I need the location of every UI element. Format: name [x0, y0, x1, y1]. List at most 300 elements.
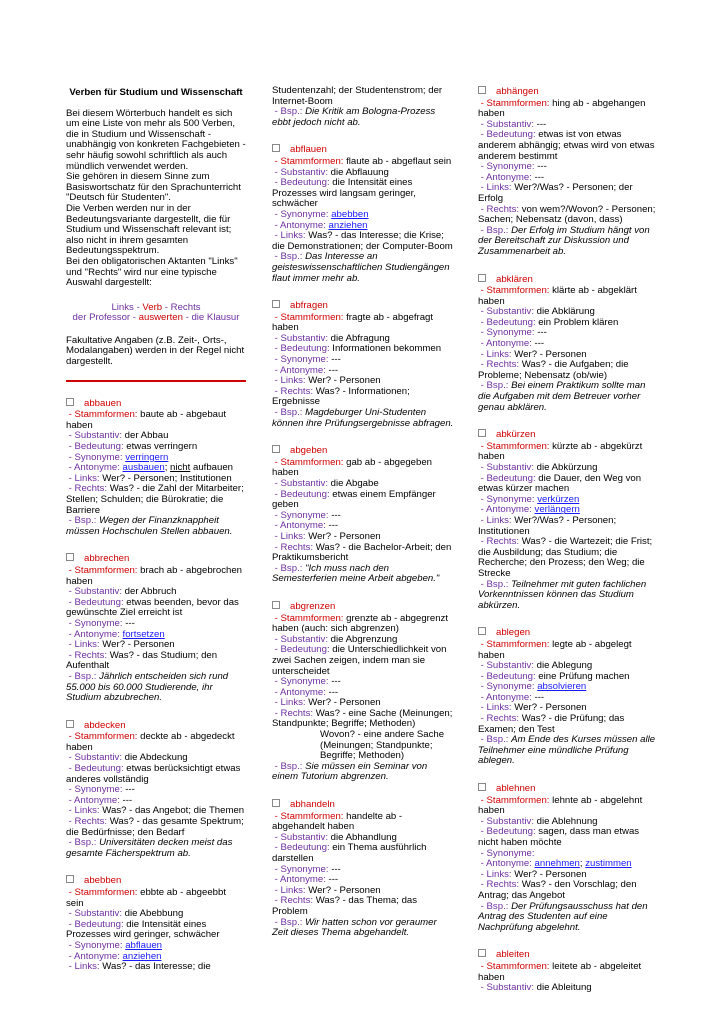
verb-headword: ablehnen	[496, 783, 536, 795]
antonyme-text: ---	[534, 171, 545, 183]
synonyme-text: ---	[331, 863, 341, 875]
verb-headword: abbrechen	[84, 553, 130, 565]
entry-heading	[478, 949, 660, 961]
example-line	[272, 564, 454, 585]
substantiv-text: die Abflauung	[330, 166, 389, 178]
sub-label: - Substantiv:	[274, 332, 328, 344]
example-text: Jährlich entscheiden sich rund 55.000 bis 60.000 Studierende, ihr Studium abzubrechen.	[66, 670, 229, 704]
bedeutung-text: die Unterschiedlichkeit von zwei Sachen zeigen, indem man sie unterscheidet	[272, 644, 447, 677]
ant-label: - Antonyme:	[68, 950, 120, 962]
links-label: - Links:	[480, 702, 512, 714]
syn-label: - Synonyme:	[480, 681, 535, 693]
antonyme-text: ---	[328, 364, 339, 376]
links-text: Wer? - Personen	[102, 639, 175, 651]
verb-headword: abgrenzen	[290, 600, 336, 612]
bed-label: - Bedeutung:	[480, 472, 536, 484]
substantiv-text: die Ablegung	[536, 660, 593, 672]
verb-headword: ableiten	[496, 949, 530, 961]
checkbox-icon	[66, 875, 74, 883]
example-text: Der Prüfungsausschuss hat den Antrag des Studenten auf eine Nachprüfung abgelehnt.	[478, 900, 648, 933]
example-line	[66, 516, 246, 537]
entry-heading	[478, 86, 660, 98]
verb-entry	[478, 949, 660, 993]
antonyme-text: ---	[122, 794, 133, 806]
links-line	[272, 231, 454, 252]
bed-label: - Bedeutung:	[68, 441, 124, 453]
checkbox-icon	[478, 783, 486, 791]
verb-entry	[272, 300, 454, 429]
bed-label: - Bedeutung:	[274, 644, 330, 656]
sub-label: - Substantiv:	[480, 660, 534, 672]
rechts-text: Was? - das Thema; das Problem	[272, 895, 418, 917]
syn-label: - Synonyme:	[68, 939, 123, 951]
substantiv-text: der Abbau	[124, 430, 169, 442]
synonyme-text: ---	[331, 509, 341, 521]
links-text: Was? - das Interesse; die	[102, 961, 211, 973]
verb-entry	[66, 553, 246, 703]
antonyme-text: ---	[328, 874, 339, 886]
ant-label: - Antonyme:	[68, 794, 120, 806]
links-label: - Links:	[68, 472, 100, 484]
bedeutung-line	[66, 920, 246, 941]
stammformen-text: baute ab - abgebaut haben	[66, 409, 227, 431]
sub-label: - Substantiv:	[480, 118, 534, 130]
links-text: Wer? - Personen	[308, 375, 381, 387]
checkbox-icon	[66, 398, 74, 406]
substantiv-text: die Abgrenzung	[330, 633, 398, 645]
verb-entry	[272, 601, 454, 783]
antonym-link: nicht	[170, 462, 191, 474]
entry-list	[272, 144, 454, 938]
links-label: - Links:	[68, 639, 100, 651]
example-line	[66, 672, 246, 704]
intro-paragraph: Sie gehören in diesem Sinne zum Basiswortschatz für den Sprachunterricht "Deutsch für Studenten".	[66, 171, 241, 204]
synonyme-text: ---	[125, 784, 135, 796]
checkbox-icon	[478, 429, 486, 437]
bed-label: - Bedeutung:	[480, 129, 536, 141]
stamm-label: - Stammformen:	[480, 97, 550, 109]
example-text: Universitäten decken meist das gesamte Fächerspektrum ab.	[66, 837, 233, 859]
syn-label: - Synonyme:	[68, 451, 123, 463]
bed-label: - Bedeutung:	[274, 488, 330, 500]
entry-heading	[272, 445, 454, 457]
bedeutung-text: Informationen bekommen	[332, 343, 442, 355]
rechts-text: Was? - die Wartezeit; die Frist; die Ausbildung; das Studium; die Recherche; den Prozess; den Weg; die Strecke	[478, 536, 653, 579]
synonym-link[interactable]: absolvieren	[537, 681, 587, 693]
antonyme-text: aufbauen	[190, 462, 233, 474]
verb-entry	[66, 398, 246, 538]
bsp-label: - Bsp.:	[274, 407, 303, 419]
synonyme-text: ---	[125, 617, 135, 629]
synonym-link[interactable]: verringern	[125, 451, 169, 463]
entry-heading	[478, 274, 660, 286]
rechts-text: von wem?/Wovon? - Personen; Sachen; Nebensatz (davon, dass)	[478, 203, 656, 226]
links-text: Wer? - Personen	[308, 697, 381, 709]
links-label: - Links:	[68, 805, 100, 817]
antonyme-line: - Antonyme: ausbauen; nicht aufbauen	[68, 462, 233, 474]
checkbox-icon	[478, 627, 486, 635]
scheme-sep: -	[162, 301, 171, 313]
verb-headword: abflauen	[290, 144, 327, 156]
syn-label: - Synonyme:	[274, 676, 329, 688]
bsp-label: - Bsp.:	[480, 734, 509, 746]
synonyme-text: ---	[331, 354, 341, 366]
links-text: Wer?/Was? - Personen; Institutionen	[478, 514, 617, 537]
links-label: - Links:	[480, 514, 512, 526]
stammformen-text: kürzte ab - abgekürzt haben	[478, 440, 643, 463]
rechts-line	[478, 714, 660, 735]
rechts-label: - Rechts:	[480, 536, 520, 548]
rechts-line	[478, 537, 660, 579]
stammformen-text: fragte ab - abgefragt haben	[272, 311, 434, 334]
links-line	[66, 962, 246, 973]
syn-label: - Synonyme:	[274, 863, 329, 875]
verb-entry	[66, 720, 246, 860]
entry-heading	[66, 398, 246, 410]
bsp-label: - Bsp.:	[480, 224, 509, 236]
stammformen-text: flaute ab - abgeflaut sein	[346, 155, 452, 167]
checkbox-icon	[478, 86, 486, 94]
column-3	[478, 86, 660, 1010]
scheme-verb: Verb	[142, 301, 163, 313]
checkbox-icon	[272, 601, 280, 609]
stamm-label: - Stammformen:	[68, 887, 138, 898]
bedeutung-text: die Intensität eines Prozesses wird langsam geringer, schwächer	[272, 177, 416, 210]
links-label: - Links:	[274, 697, 306, 709]
entry-heading	[66, 720, 246, 732]
bed-label: - Bedeutung:	[274, 343, 330, 355]
example-text: Wegen der Finanzknappheit müssen Hochschulen Stellen abbauen.	[66, 515, 233, 537]
checkbox-icon	[272, 144, 280, 152]
ant-label: - Antonyme:	[480, 338, 532, 350]
stamm-label: - Stammformen:	[480, 794, 550, 806]
scheme-sep: -	[133, 301, 143, 313]
rechts-text: Was? - die Zahl der Mitarbeiter; Stellen; Schulden; die Bürokratie; die Barriere	[66, 483, 244, 516]
ant-label: - Antonyme:	[480, 691, 532, 703]
verb-entry	[478, 86, 660, 258]
rechts-line	[478, 880, 660, 901]
ant-label: - Antonyme:	[274, 364, 326, 376]
stamm-label: - Stammformen:	[480, 440, 550, 452]
sub-label: - Substantiv:	[274, 478, 328, 489]
entry-heading	[272, 799, 454, 811]
bedeutung-line	[478, 474, 660, 495]
links-label: - Links:	[274, 530, 306, 542]
scheme-sep: -	[182, 312, 192, 324]
verb-entry	[66, 875, 246, 972]
bsp-label: - Bsp.:	[274, 251, 303, 263]
antonym-link[interactable]: annehmen	[534, 858, 580, 870]
substantiv-text: der Abbruch	[124, 586, 177, 598]
verb-entry	[478, 274, 660, 414]
intro-paragraph: Bei diesem Wörterbuch handelt es sich um eine Liste von mehr als 500 Verben, die in Studium und Wissenschaft - unabhängig von konkreten Fachgebieten - sehr häufig sowohl schriftlich als auch mündlich verwendet werden.	[66, 107, 246, 172]
example-text: Sie müssen ein Seminar von einem Tutorium abgrenzen.	[272, 760, 428, 783]
stammformen-line	[66, 410, 246, 431]
sub-label: - Substantiv:	[68, 430, 122, 442]
checkbox-icon	[478, 949, 486, 957]
bed-label: - Bedeutung:	[68, 763, 124, 775]
bedeutung-line	[66, 764, 246, 785]
rechts-label: - Rechts:	[68, 483, 108, 495]
rechts-text: Was? - das Studium; den Aufenthalt	[66, 649, 218, 672]
links-text: Wer? - Personen	[308, 530, 381, 542]
synonym-link[interactable]: abebben	[331, 208, 369, 220]
verb-entry	[478, 429, 660, 611]
example-line	[66, 838, 246, 859]
rechts-line	[66, 651, 246, 672]
stamm-label: - Stammformen:	[274, 155, 344, 167]
bedeutung-text: sagen, dass man etwas nicht haben möchte	[478, 826, 640, 848]
example-text: Am Ende des Kurses müssen alle Teilnehmer eine mündliche Prüfung ablegen.	[478, 734, 656, 767]
stamm-label: - Stammformen:	[274, 456, 344, 468]
links-label: - Links:	[480, 868, 512, 880]
stammformen-line	[478, 442, 660, 463]
rechts-label: - Rechts:	[274, 541, 314, 553]
stamm-label: - Stammformen:	[480, 960, 550, 972]
syn-label: - Synonyme:	[480, 847, 535, 859]
bed-label: - Bedeutung:	[68, 596, 124, 608]
ant-label: - Antonyme:	[274, 219, 326, 231]
ant-label: - Antonyme:	[480, 504, 532, 516]
antonym-link[interactable]: anziehen	[122, 950, 162, 962]
bsp-label: - Bsp.:	[480, 578, 509, 590]
entry-heading	[478, 783, 660, 795]
stammformen-text: ebbte ab - abgeebbt sein	[66, 887, 227, 909]
entry-list	[478, 86, 660, 994]
entry-heading	[478, 429, 660, 441]
rechts-label: - Rechts:	[68, 816, 108, 828]
rechts-text: Wovon? - eine andere Sache (Meinungen; Standpunkte; Begriffe; Methoden)	[320, 729, 445, 762]
rechts-text: Was? - den Vorschlag; den Antrag; das Angebot	[478, 879, 637, 901]
entry-heading	[272, 300, 454, 312]
example-text: Das Interesse an geisteswissenschaftlichen Studiengängen flaut immer mehr ab.	[272, 251, 450, 284]
example-line	[272, 408, 454, 429]
checkbox-icon	[272, 799, 280, 807]
stammformen-text: grenzte ab - abgegrenzt haben (auch: sich abgrenzen)	[272, 612, 448, 635]
rechts-line	[66, 484, 246, 516]
bedeutung-text: etwas beenden, bevor das gewünschte Ziel erreicht ist	[66, 596, 239, 619]
synonym-link[interactable]: abflauen	[125, 939, 163, 951]
bedeutung-text: die Dauer, den Weg von etwas kürzer machen	[478, 472, 642, 495]
antonyme-text: ---	[328, 686, 339, 698]
stammformen-text: hing ab - abgehangen haben	[478, 97, 646, 120]
stammformen-line	[478, 99, 660, 120]
sub-label: - Substantiv:	[68, 752, 122, 764]
bedeutung-line	[272, 645, 454, 677]
sub-label: - Substantiv:	[480, 462, 534, 473]
links-label: - Links:	[274, 230, 306, 242]
ant-label: - Antonyme:	[274, 520, 326, 532]
sub-label: - Substantiv:	[480, 815, 534, 827]
antonyme-text: ---	[534, 338, 545, 350]
links-text: Was? - das Angebot; die Themen	[102, 805, 245, 817]
bsp-label: - Bsp.:	[274, 916, 303, 928]
document-title: Verben für Studium und Wissenschaft	[69, 87, 243, 98]
substantiv-text: ---	[536, 118, 547, 130]
example-line	[272, 107, 454, 128]
verb-entry	[272, 144, 454, 284]
stammformen-line	[478, 796, 660, 817]
antonym-link[interactable]: zustimmen	[585, 858, 632, 870]
entry-heading	[272, 144, 454, 156]
rechts-line	[272, 543, 454, 564]
example-text: "Ich muss nach den Semesterferien meine Arbeit abgeben."	[272, 562, 440, 585]
continued-text: Studentenzahl; der Studentenstrom; der Internet-Boom	[272, 85, 443, 107]
bedeutung-line	[272, 178, 454, 210]
verb-headword: abdecken	[84, 719, 126, 731]
antonym-link[interactable]: anziehen	[328, 219, 368, 231]
stammformen-line	[66, 888, 246, 909]
entry-heading	[66, 553, 246, 565]
entry-list	[66, 398, 246, 973]
bed-label: - Bedeutung:	[480, 826, 536, 838]
intro-text	[66, 109, 246, 289]
bedeutung-text: die Intensität eines Prozesses wird geringer, schwächer	[66, 918, 220, 941]
verb-entry	[478, 627, 660, 767]
synonyme-text: ---	[537, 161, 547, 173]
checkbox-icon	[478, 274, 486, 282]
verb-entry	[272, 445, 454, 585]
rechts-label: - Rechts:	[68, 649, 108, 661]
stammformen-line	[272, 614, 454, 635]
stammformen-line	[272, 458, 454, 479]
sub-label: - Substantiv:	[68, 586, 122, 598]
example-line	[478, 735, 660, 767]
bedeutung-text: etwas berücksichtigt etwas anderes vollständig	[66, 763, 241, 785]
antonym-link[interactable]: fortsetzen	[122, 628, 165, 640]
bsp-label: - Bsp.:	[274, 562, 303, 574]
divider	[66, 380, 246, 382]
antonym-link[interactable]: ausbauen	[122, 462, 165, 474]
substantiv-text: die Ableitung	[536, 982, 592, 994]
bed-label: - Bedeutung:	[480, 670, 536, 682]
verb-headword: abkürzen	[496, 429, 536, 441]
links-label: - Links:	[274, 884, 306, 896]
example-text: Magdeburger Uni-Studenten können ihre Prüfungsergebnisse abfragen.	[272, 407, 454, 429]
verb-headword: abhängen	[496, 86, 539, 97]
example-line	[478, 381, 660, 413]
bedeutung-text: eine Prüfung machen	[538, 670, 630, 682]
verb-headword: ablegen	[496, 627, 531, 639]
rechts-line	[272, 896, 454, 917]
stammformen-line	[66, 732, 246, 753]
stammformen-text: leitete ab - abgeleitet haben	[478, 960, 642, 983]
ant-label: - Antonyme:	[480, 171, 532, 183]
syn-label: - Synonyme:	[480, 493, 535, 505]
stamm-label: - Stammformen:	[274, 612, 344, 624]
rechts-text: Was? - eine Sache (Meinungen; Standpunkte; Begriffe; Methoden)	[272, 707, 453, 730]
bedeutung-text: etwas einem Empfänger geben	[272, 488, 436, 511]
rechts-label: - Rechts:	[480, 203, 520, 215]
verb-entry	[272, 799, 454, 939]
entry-heading	[66, 875, 246, 887]
antonym-link[interactable]: verlängern	[534, 504, 580, 516]
bedeutung-text: etwas ist von etwas anderem abhängig; etwas wird von etwas anderem bestimmt	[478, 129, 655, 162]
stammformen-line	[272, 313, 454, 334]
syn-label: - Synonyme:	[274, 208, 329, 220]
fakultativ-note: Fakultative Angaben (z.B. Zeit-, Orts-, Modalangaben) werden in der Regel nicht dargestellt.	[66, 334, 245, 368]
ant-label: - Antonyme:	[274, 686, 326, 698]
checkbox-icon	[272, 300, 280, 308]
antonyme-text: ---	[328, 520, 339, 532]
bedeutung-text: etwas verringern	[126, 441, 198, 453]
links-text: Wer? - Personen; Institutionen	[102, 472, 232, 484]
stammformen-text: brach ab - abgebrochen haben	[66, 564, 242, 587]
rechts-label: - Rechts:	[274, 895, 314, 907]
example-text: Bei einem Praktikum sollte man die Aufgaben mit dem Betreuer vorher genau abklären.	[478, 380, 646, 413]
ant-label: - Antonyme:	[480, 858, 532, 870]
substantiv-text: die Abebbung	[124, 908, 184, 920]
example-line	[478, 580, 660, 612]
intro-paragraph: Die Verben werden nur in der Bedeutungsvariante dargestellt, die für Studium und Wissenschaft relevant ist; also nicht in ihrem gesamten Bedeutungsspektrum.	[66, 202, 232, 257]
stamm-label: - Stammformen:	[274, 810, 344, 822]
verb-entry	[478, 783, 660, 933]
stammformen-text: legte ab - abgelegt haben	[478, 638, 632, 661]
scheme-sep: -	[130, 312, 139, 324]
links-text: Wer? - Personen	[514, 868, 587, 880]
syn-label: - Synonyme:	[274, 354, 329, 366]
verb-headword: abgeben	[290, 445, 328, 457]
bedeutung-line	[66, 598, 246, 619]
synonyme-text: ---	[331, 676, 341, 688]
rechts-text: Was? - die Bachelor-Arbeit; den Praktikumsbericht	[272, 541, 452, 564]
links-label: - Links:	[480, 182, 512, 194]
bedeutung-line	[478, 827, 660, 848]
substantiv-text: die Abklärung	[536, 306, 595, 318]
example-line	[272, 918, 454, 939]
substantiv-text: die Abkürzung	[536, 462, 598, 473]
sub-label: - Substantiv:	[274, 831, 328, 843]
checkbox-icon	[66, 553, 74, 561]
bsp-label: - Bsp.:	[274, 760, 303, 772]
rechts-text: Was? - die Prüfung; das Examen; den Test	[478, 713, 625, 735]
ant-label: - Antonyme:	[274, 874, 326, 886]
rechts-text: Was? - die Aufgaben; die Probleme; Nebensatz (ob/wie)	[478, 359, 629, 381]
column-2	[272, 86, 454, 955]
rechts-line	[272, 709, 454, 730]
stamm-label: - Stammformen:	[274, 311, 344, 323]
scheme-auswerten: auswerten	[138, 312, 183, 324]
stammformen-text: lehnte ab - abgelehnt haben	[478, 794, 643, 817]
bed-label: - Bedeutung:	[480, 316, 536, 328]
bsp-label: - Bsp.:	[480, 380, 509, 392]
links-line	[478, 516, 660, 537]
stamm-label: - Stammformen:	[68, 564, 138, 576]
bed-label: - Bedeutung:	[274, 842, 330, 854]
stammformen-line	[272, 812, 454, 833]
synonyme-text: ---	[537, 327, 547, 339]
verb-headword: abbauen	[84, 397, 122, 409]
rechts-label: - Rechts:	[274, 707, 314, 719]
synonym-link[interactable]: verkürzen	[537, 493, 580, 505]
checkbox-icon	[272, 445, 280, 453]
rechts-label: - Rechts:	[480, 713, 520, 725]
example-line	[272, 762, 454, 783]
scheme	[66, 303, 246, 324]
verb-headword: abfragen	[290, 300, 328, 312]
example-line	[478, 902, 660, 934]
stamm-label: - Stammformen:	[68, 731, 138, 743]
rechts-line	[478, 360, 660, 381]
links-text: Was? - das Interesse; die Krise; die Demonstrationen; der Computer-Boom	[272, 230, 453, 252]
rechts-label: - Rechts:	[480, 359, 520, 371]
bsp-label: - Bsp.:	[68, 837, 97, 849]
bsp-label: - Bsp.:	[480, 900, 509, 912]
example-line	[478, 226, 660, 258]
example-text: Teilnehmer mit guten fachlichen Vorkenntnissen können das Studium abkürzen.	[478, 578, 647, 611]
bedeutung-line	[272, 490, 454, 511]
verb-headword: abebben	[84, 875, 122, 887]
